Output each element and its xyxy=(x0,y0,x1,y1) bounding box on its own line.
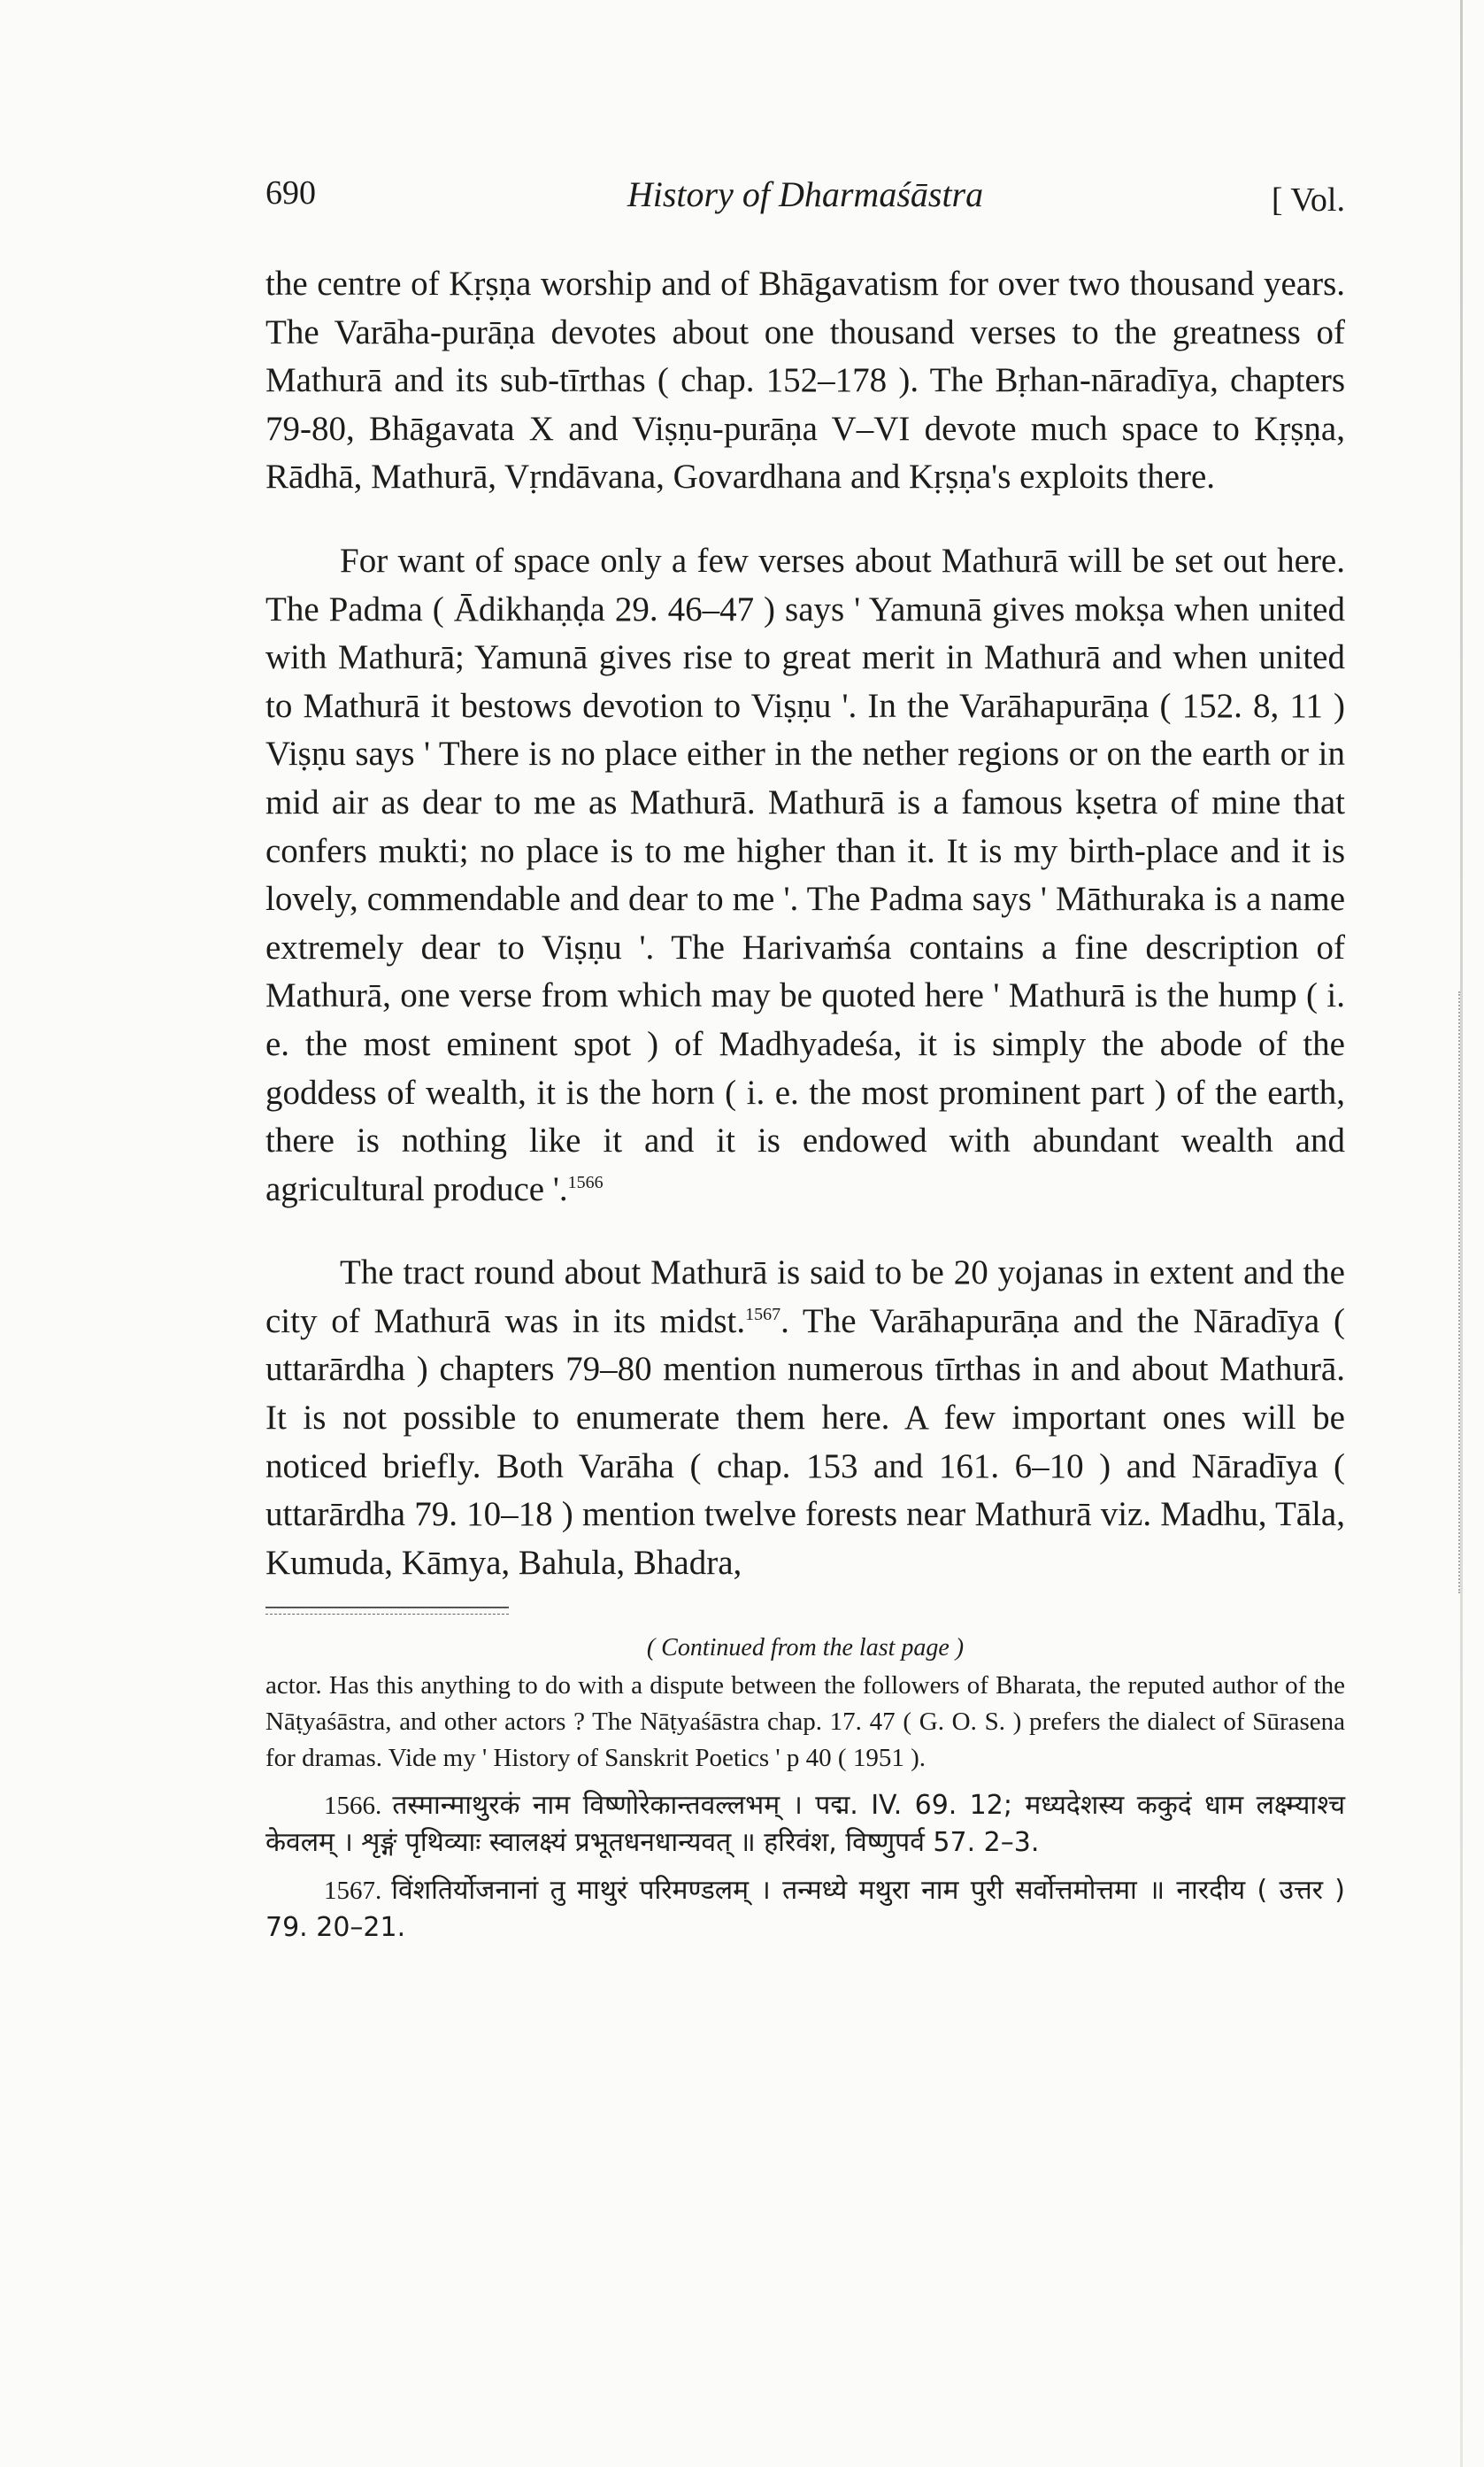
page-number: 690 xyxy=(265,174,316,212)
footnote-number: 1566. xyxy=(324,1792,382,1821)
paragraph-text: For want of space only a few verses about Mathurā will be set out here. The Padma ( Ādikhaṇḍa 29. 46–47 ) says ' Yamunā gives mokṣa when united with Mathurā; Yamunā gives rise to great merit in Mathurā and when united to Mathurā it bestows devotion to Viṣṇu '. In the Varāhapurāṇa ( 152. 8, 11 ) Viṣṇu says ' There is no place either in the nether regions or on the earth or in mid air as dear to me as Mathurā. Mathurā is a famous kṣetra of mine that confers mukti; no place is to me higher than it. It is my birth-place and it is lovely, commendable and dear to me '. The Padma says ' Māthuraka is a name extremely dear to Viṣṇu '. The Harivaṁśa contains a fine description of Mathurā, one verse from which may be quoted here ' Mathurā is the hump ( i. e. the most eminent spot ) of Madhyadeśa, it is simply the abode of the goddess of wealth, it is the horn ( i. e. the most prominent part ) of the earth, there is nothing like it and it is endowed with abundant wealth and agricultural produce '. xyxy=(265,541,1345,1208)
footnote-continued-text: actor. Has this anything to do with a dispute between the followers of Bharata, the reputed author of the Nāṭyaśāstra, and other actors ? The Nāṭyaśāstra chap. 17. 47 ( G. O. S. ) prefers the dialect of Sūrasena for dramas. Vide my ' History of Sanskrit Poetics ' p 40 ( 1951 ). xyxy=(265,1671,1345,1773)
footnote-1567 xyxy=(265,1872,1345,1947)
footnote-number: 1567. xyxy=(324,1877,382,1906)
footnote-text: तस्मान्माथुरकं नाम विष्णोरेकान्तवल्लभम् । पद्म. IV. 69. 12; मध्यदेशस्य ककुदं धाम लक्ष्म्याश्च केवलम् । शृङ्गं पृथिव्याः स्वालक्ष्यं प्रभूतधनधान्यवत् ॥ हरिवंश, विष्णुपर्व 57. 2–3. xyxy=(265,1790,1345,1859)
paragraph: The tract round about Mathurā is said to be 20 yojanas in extent and the city of Mathurā was in its midst.$^{1567}$. The Varāhapurāṇa and the Nāradīya ( uttarārdha ) chapters 79–80 mention numerous tīrthas in and about Mathurā. It is not possible to enumerate them here. A few important ones will be noticed briefly. Both Varāha ( chap. 153 and 161. 6–10 ) and Nāradīya ( uttarārdha 79. 10–18 ) mention twelve forests near Mathurā viz. Madhu, Tāla, Kumuda, Kāmya, Bahula, Bhadra, xyxy=(265,1253,1346,1582)
paragraph xyxy=(265,537,1345,1214)
running-title: History of Dharmaśāstra xyxy=(627,174,984,214)
book-page xyxy=(265,173,1345,1947)
footnote-text: विंशतिर्योजनानां तु माथुरं परिमण्डलम् । तन्मध्ये मथुरा नाम पुरी सर्वोत्तमोत्तमा ॥ नारदीय ( उत्तर ) 79. 20–21. xyxy=(265,1875,1345,1944)
footnote-ref-1566[interactable]: 1566 xyxy=(567,1172,604,1192)
footnote-1566 xyxy=(265,1787,1345,1862)
footnotes xyxy=(265,1668,1345,1947)
paragraph-text: The Varāhapurāṇa and the Nāradīya ( uttarārdha ) chapters 79–80 mention numerous tīrthas in and about Mathurā. It is not possible to enumerate them here. A few important ones will be noticed briefly. Both Varāha ( chap. 153 and 161. 6–10 ) and Nāradīya ( uttarārdha 79. 10–18 ) mention twelve forests near Mathurā viz. Madhu, Tāla, Kumuda, Kāmya, Bahula, Bhadra, xyxy=(265,1301,1346,1582)
footnote-rule xyxy=(265,1607,509,1615)
volume-marker: [ Vol. xyxy=(1271,181,1345,219)
paragraph-text: The tract round about Mathurā is said to be 20 yojanas in extent and the city of Mathurā was in its midst. xyxy=(265,1253,1345,1340)
paragraph: the centre of Kṛṣṇa worship and of Bhāgavatism for over two thousand years. The Varāha-purāṇa devotes about one thousand verses to the greatness of Mathurā and its sub-tīrthas ( chap. 152–178 ). The Bṛhan-nāradīya, chapters 79-80, Bhāgavata X and Viṣṇu-purāṇa V–VI devote much space to Kṛṣṇa, Rādhā, Mathurā, Vṛndāvana, Govardhana and Kṛṣṇa's exploits there. xyxy=(265,265,1345,497)
scan-edge-dots xyxy=(1458,991,1464,1593)
footnote-ref-1567[interactable]: 1567 xyxy=(745,1304,781,1324)
main-text xyxy=(265,260,1345,1587)
footnote-continued-label: ( Continued from the last page ) xyxy=(646,1634,965,1662)
running-header xyxy=(265,173,1345,235)
